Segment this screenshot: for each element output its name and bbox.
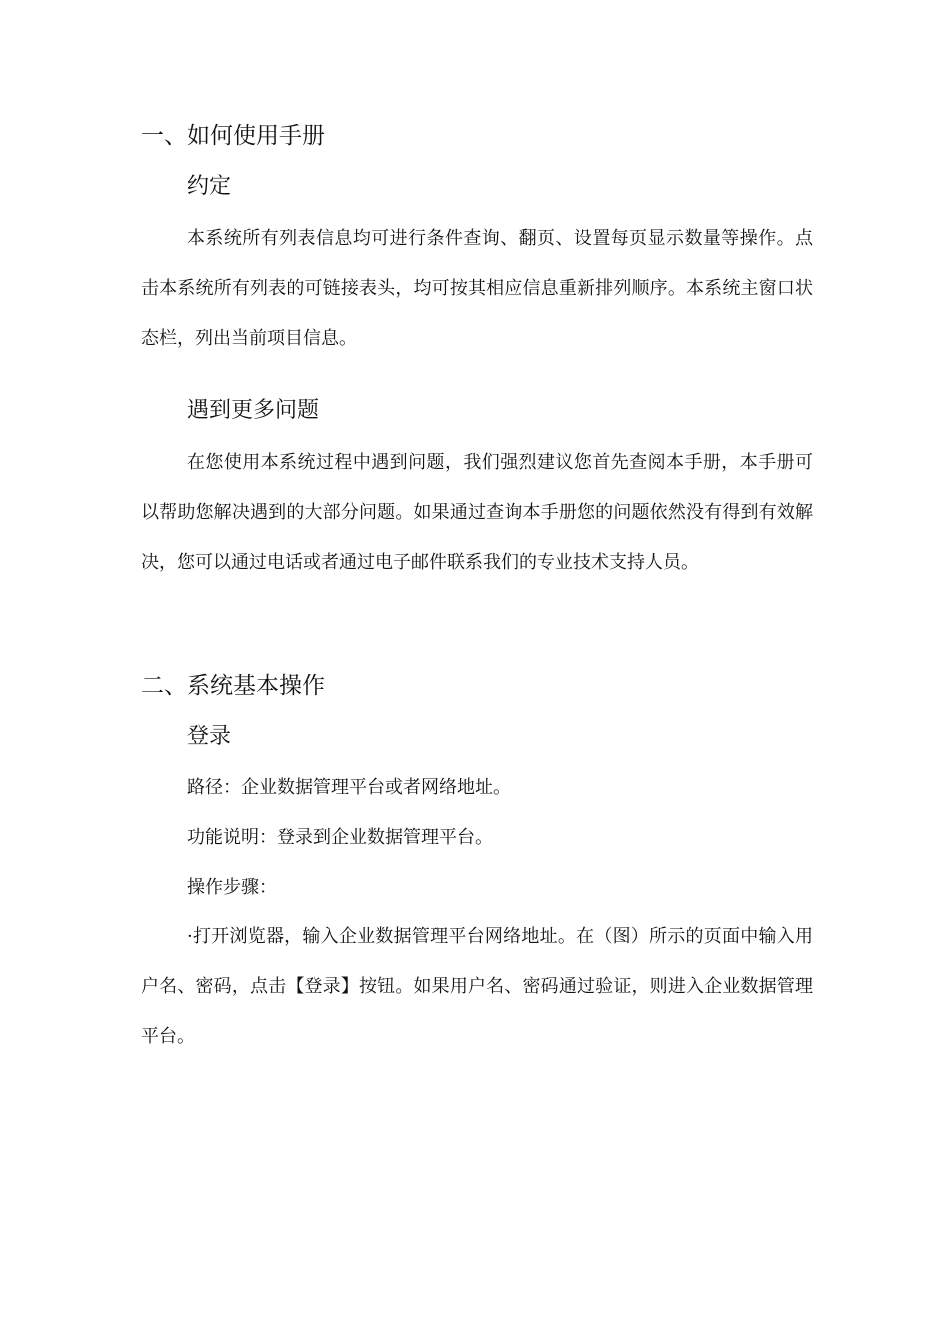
login-function: 功能说明：登录到企业数据管理平台。 [187, 827, 493, 848]
subheading-login: 登录 [187, 724, 232, 749]
login-steps-label: 操作步骤： [187, 877, 277, 898]
paragraph-conventions: 本系统所有列表信息均可进行条件查询、翻页、设置每页显示数量等操作。点击本系统所有列表的可链接表头，均可按其相应信息重新排列顺序。本系统主窗口状态栏，列出当前项目信息。 [141, 228, 813, 349]
subheading-more-problems: 遇到更多问题 [187, 398, 320, 423]
section-heading-basic-operations: 二、系统基本操作 [141, 673, 325, 699]
login-path: 路径：企业数据管理平台或者网络地址。 [187, 777, 511, 798]
login-step-1: ·打开浏览器，输入企业数据管理平台网络地址。在（图）所示的页面中输入用户名、密码，点击【登录】按钮。如果用户名、密码通过验证，则进入企业数据管理平台。 [141, 926, 813, 1047]
subheading-conventions: 约定 [187, 174, 232, 199]
section-heading-how-to-use: 一、如何使用手册 [141, 123, 325, 149]
paragraph-more-problems: 在您使用本系统过程中遇到问题，我们强烈建议您首先查阅本手册，本手册可以帮助您解决遇到的大部分问题。如果通过查询本手册您的问题依然没有得到有效解决，您可以通过电话或者通过电子邮件联系我们的专业技术支持人员。 [141, 452, 813, 573]
